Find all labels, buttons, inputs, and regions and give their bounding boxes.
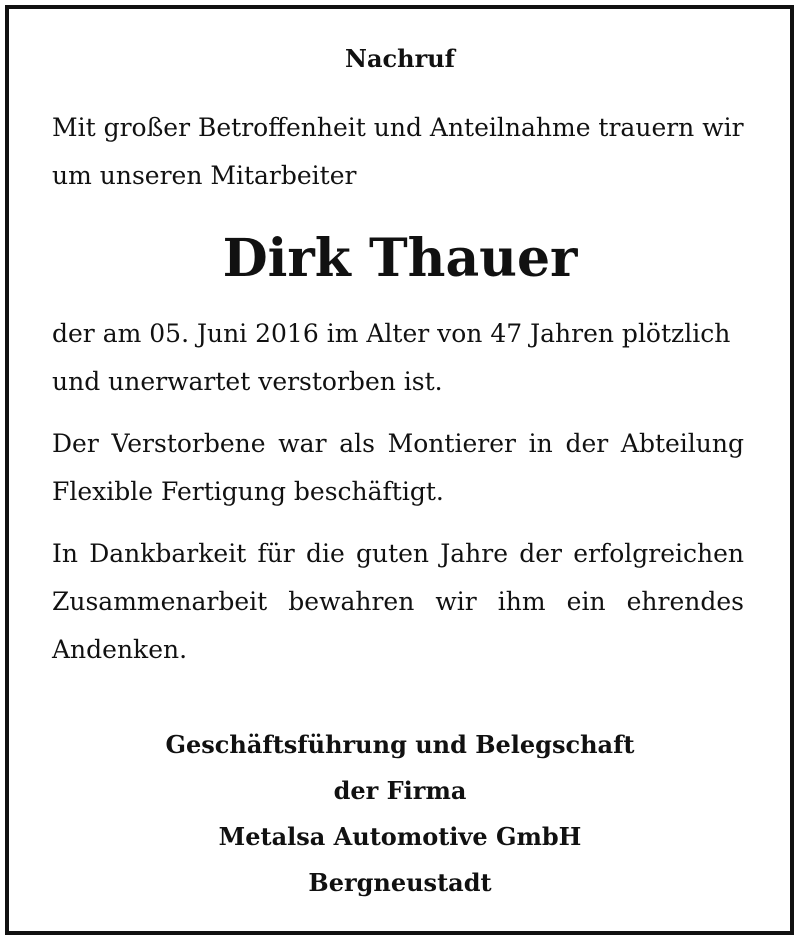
sender-line-firm: der Firma: [333, 776, 467, 805]
sender-line-management: Geschäftsführung und Belegschaft: [165, 730, 635, 759]
sender-block: [0, 722, 800, 906]
sender-company-name: Metalsa Automotive GmbH: [218, 822, 582, 851]
notice-heading: Nachruf: [345, 44, 455, 73]
position-text: Der Verstorbene war als Montierer in der Abteilung Flexible Fertigung beschäftigt.: [52, 429, 744, 506]
death-details-text: der am 05. Juni 2016 im Alter von 47 Jahren plötzlich und unerwartet verstorben ist.: [52, 319, 731, 396]
intro-text: Mit großer Betroffenheit und Anteilnahme trauern wir um unseren Mitarbeiter: [52, 113, 744, 190]
deceased-name: Dirk Thauer: [222, 228, 578, 289]
sender-city: Bergneustadt: [308, 868, 492, 897]
gratitude-text: In Dankbarkeit für die guten Jahre der erfolgreichen Zusammenarbeit bewahren wir ihm ein ehrendes Andenken.: [52, 539, 744, 664]
